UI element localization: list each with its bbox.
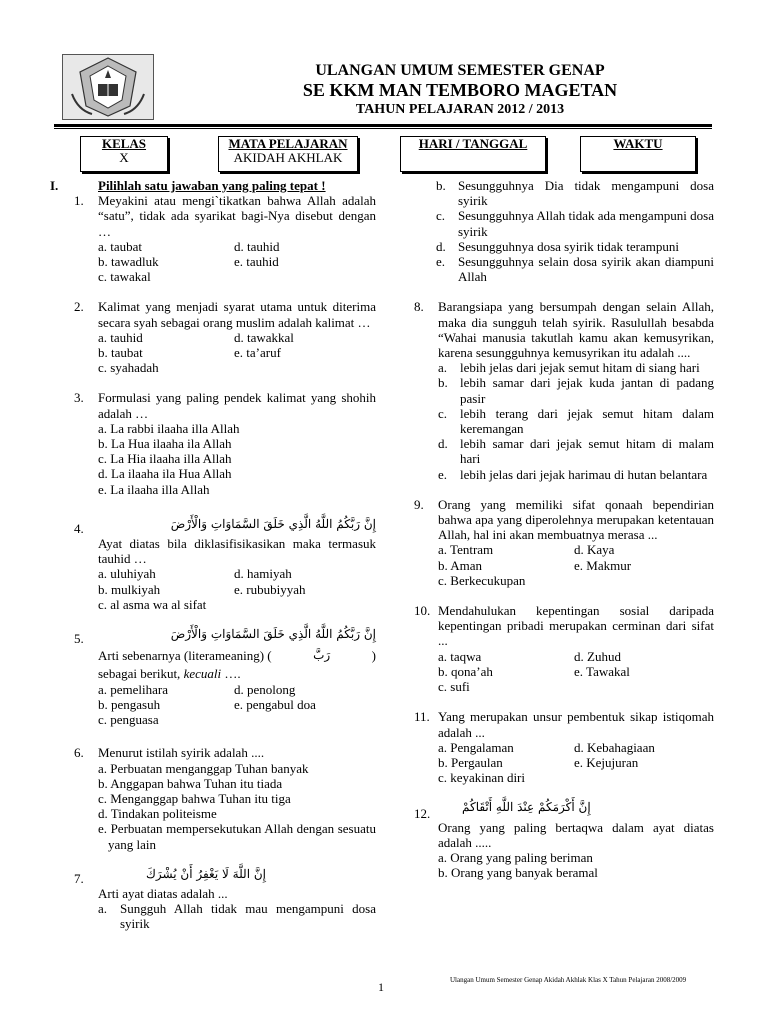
question-1 — [74, 193, 376, 285]
question-number: 9. — [414, 496, 424, 512]
option[interactable]: b. Aman — [438, 557, 483, 573]
option-text: Sesungguhnya Allah tidak ada mengampuni dosa syirik — [458, 208, 714, 239]
question-text-part: ) — [371, 648, 376, 664]
option-list — [98, 761, 376, 852]
question-number: 8. — [414, 299, 424, 315]
question-text: Yang merupakan unsur pembentuk sikap istiqomah adalah ... — [438, 709, 714, 740]
header-rule — [54, 124, 712, 127]
info-box-mata-pelajaran — [218, 136, 358, 172]
option[interactable]: b. Anggapan bahwa Tuhan itu tiada — [98, 775, 283, 791]
option-e[interactable] — [438, 467, 714, 482]
question-text: Mendahulukan kepentingan sosial daripada kepentingan pribadi merupakan cerminan dari sifat ... — [438, 603, 714, 649]
question-number: 5. — [74, 631, 84, 647]
question-text: Menurut istilah syirik adalah .... — [98, 745, 265, 761]
question-text: Ayat diatas bila diklasifisikasikan maka termasuk tauhid … — [98, 536, 376, 567]
option[interactable]: c. sufi — [438, 679, 470, 695]
option[interactable]: d. La ilaaha ila Hua Allah — [98, 466, 232, 482]
option[interactable]: e. Makmur — [574, 557, 632, 573]
option-letter: a. — [98, 901, 108, 917]
option[interactable]: a. Tentram — [438, 542, 494, 558]
arabic-word: رَبَّ — [313, 648, 331, 663]
option-letter: c. — [438, 405, 448, 421]
question-text: Kalimat yang menjadi syarat utama untuk diterima secara syah sebagai orang muslim adalah kalimat … — [98, 299, 376, 330]
option[interactable]: d. Tindakan politeisme — [98, 806, 217, 822]
question-number: 4. — [74, 520, 84, 536]
option-list — [98, 330, 376, 376]
option[interactable]: b. Pergaulan — [438, 754, 503, 770]
section-number: I. — [50, 178, 59, 193]
question-text: Formulasi yang paling pendek kalimat yang shohih adalah … — [98, 390, 376, 421]
header-line3: TAHUN PELAJARAN 2012 / 2013 — [355, 102, 565, 117]
option[interactable]: c. tawakal — [98, 269, 151, 285]
info-box-title: MATA PELAJARAN — [228, 136, 348, 151]
option[interactable]: a. Pengalaman — [438, 739, 514, 755]
option-c[interactable] — [436, 208, 714, 238]
arabic-verse: إِنَّ رَبَّكُمُ اللَّهُ الَّذِي خَلَقَ السَّمَاوَاتِ وَالْأَرْضَ — [170, 516, 376, 531]
option[interactable]: c. penguasa — [98, 712, 159, 728]
option[interactable]: e. rububiyyah — [234, 581, 306, 597]
info-box-title: HARI / TANGGAL — [418, 136, 528, 151]
right-column — [414, 178, 714, 895]
option[interactable]: b. Orang yang banyak beramal — [438, 865, 598, 881]
option-list — [438, 542, 714, 588]
info-box-value: AKIDAH AKHLAK — [233, 150, 343, 165]
option[interactable]: c. syahadah — [98, 360, 159, 376]
option-b[interactable] — [438, 375, 714, 405]
option-letter: d. — [438, 436, 448, 452]
option[interactable]: a. taubat — [98, 238, 143, 254]
question-3 — [74, 390, 376, 497]
option-d[interactable] — [438, 436, 714, 466]
question-7 — [74, 866, 376, 932]
emphasis-kecuali: kecuali — [183, 666, 222, 682]
option-letter: d. — [436, 238, 446, 254]
option-c[interactable] — [438, 406, 714, 436]
arabic-verse: إِنَّ أَكْرَمَكُمْ عِنْدَ اللَّهِ أَتْقَاكُمْ — [462, 800, 591, 815]
option[interactable]: c. Berkecukupan — [438, 572, 526, 588]
question-text: Barangsiapa yang bersumpah dengan selain Allah, maka dia sungguh telah syirik. Rasulullah besabda “Wahai manusia takutlah kamu akan kemusyrikan, karena sesungguhnya kemusyrikan itu adalah .... — [438, 299, 714, 361]
option-letter: e. — [438, 466, 448, 482]
question-number: 3. — [74, 390, 84, 406]
option[interactable]: d. Zuhud — [574, 648, 621, 664]
option[interactable]: d. hamiyah — [234, 566, 292, 582]
option[interactable]: a. Perbuatan menganggap Tuhan banyak — [98, 760, 309, 776]
question-9 — [414, 496, 714, 588]
option[interactable]: e. tauhid — [234, 254, 279, 270]
option-text: lebih samar dari jejak semut hitam di malam hari — [460, 436, 714, 467]
option[interactable]: b. La Hua ilaaha ila Allah — [98, 436, 232, 452]
option[interactable]: e. ta’aruf — [234, 345, 281, 361]
question-2 — [74, 299, 376, 376]
option[interactable]: b. qona’ah — [438, 663, 493, 679]
question-number: 6. — [74, 745, 84, 761]
option-text: Sesungguhnya dosa syirik tidak terampuni — [458, 238, 679, 254]
option[interactable]: c. keyakinan diri — [438, 770, 525, 786]
option[interactable]: b. mulkiyah — [98, 581, 161, 597]
question-6 — [74, 745, 376, 852]
info-box-title: WAKTU — [613, 136, 663, 151]
question-text: Orang yang memiliki sifat qonaah bependirian bahwa apa yang diperolehnya merupakan ketentauan Allah, hal ini akan membuatnya merasa ... — [438, 496, 714, 543]
option-text: Sesungguhnya selain dosa syirik akan diampuni Allah — [458, 254, 714, 285]
option[interactable]: e. Perbuatan mempersekutukan Allah dengan sesuatu yang lain — [98, 821, 376, 852]
option[interactable]: a. tauhid — [98, 329, 143, 345]
option-list — [98, 421, 376, 497]
option-letter: c. — [436, 208, 446, 224]
page-number: 1 — [378, 980, 384, 994]
section-title: Pilihlah satu jawaban yang paling tepat ! — [98, 178, 326, 193]
left-column — [50, 178, 376, 947]
option[interactable]: a. pemelihara — [98, 681, 169, 697]
option-letter: e. — [436, 254, 446, 270]
option-list — [438, 740, 714, 786]
question-number: 2. — [74, 299, 84, 315]
option[interactable]: d. tawakkal — [234, 329, 294, 345]
arabic-verse: إِنَّ اللَّهَ لَا يَغْفِرُ أَنْ يُشْرَكَ — [146, 866, 266, 881]
option-text: Sesungguhnya Dia tidak mengampuni dosa syirik — [458, 178, 714, 209]
option-letter: b. — [436, 178, 446, 193]
option[interactable]: c. al asma wa al sifat — [98, 596, 207, 612]
question-number: 11. — [414, 709, 430, 725]
option[interactable]: e. La ilaaha illa Allah — [98, 481, 210, 497]
option[interactable]: e. pengabul doa — [234, 696, 316, 712]
header-line2: SE KKM MAN TEMBORO MAGETAN — [302, 80, 618, 100]
option-e[interactable] — [436, 254, 714, 284]
info-box-value: X — [119, 150, 129, 165]
option[interactable]: d. penolong — [234, 681, 296, 697]
question-text-part: sebagai berikut, — [98, 666, 181, 682]
info-box-kelas — [80, 136, 168, 172]
info-box-title: KELAS — [101, 136, 147, 151]
question-number: 7. — [74, 870, 84, 886]
option[interactable]: b. taubat — [98, 345, 143, 361]
info-box-waktu — [580, 136, 696, 172]
option[interactable]: d. tauhid — [234, 238, 280, 254]
option-a[interactable] — [98, 901, 376, 931]
option-text: lebih terang dari jejak semut hitam dalam keremangan — [460, 405, 714, 437]
question-text — [98, 648, 376, 663]
question-text-part: Arti sebenarnya (literameaning) ( — [98, 648, 272, 664]
option-text: lebih jelas dari jejak harimau di hutan belantara — [460, 466, 708, 482]
option[interactable]: a. La rabbi ilaaha illa Allah — [98, 420, 240, 436]
option[interactable]: a. uluhiyah — [98, 566, 156, 582]
option-text: lebih jelas dari jejak semut hitam di siang hari — [460, 360, 700, 376]
question-7-continued — [438, 178, 714, 284]
question-number: 1. — [74, 193, 84, 209]
option-list — [98, 682, 376, 728]
option-list — [98, 239, 376, 285]
question-10 — [414, 603, 714, 695]
arabic-verse: إِنَّ رَبَّكُمُ اللَّهُ الَّذِي خَلَقَ السَّمَاوَاتِ وَالْأَرْضَ — [170, 627, 376, 642]
option[interactable]: d. Kaya — [574, 542, 615, 558]
question-text: Arti ayat diatas adalah ... — [98, 885, 228, 901]
option[interactable]: d. Kebahagiaan — [574, 739, 655, 755]
question-text-part: …. — [224, 666, 241, 682]
section-heading — [50, 178, 376, 193]
option-text: Sungguh Allah tidak mau mengampuni dosa syirik — [120, 901, 376, 932]
question-number: 10. — [414, 603, 431, 619]
option[interactable]: b. tawadluk — [98, 254, 159, 270]
option[interactable]: a. Orang yang paling beriman — [438, 849, 593, 865]
header-rule-thin — [54, 128, 712, 129]
question-8 — [414, 299, 714, 482]
footer-note: Ulangan Umum Semester Genap Akidah Akhlak Klas X Tahun Pelajaran 2008/2009 — [450, 976, 687, 984]
option-b[interactable] — [436, 178, 714, 208]
question-number: 12. — [414, 806, 431, 822]
question-text: Orang yang paling bertaqwa dalam ayat diatas adalah ..... — [438, 819, 714, 850]
ministry-emblem-logo — [62, 54, 154, 120]
question-5 — [74, 627, 376, 728]
option-letter: b. — [438, 375, 448, 391]
option-text: lebih samar dari jejak kuda jantan di padang pasir — [460, 375, 714, 406]
option-list — [438, 850, 714, 880]
option-list — [98, 566, 376, 612]
question-text: Meyakini atau mengi`tikatkan bahwa Allah adalah “satu”, tidak ada syarikat bagi-Nya disebut dengan … — [98, 193, 376, 239]
question-12 — [414, 800, 714, 881]
option-d[interactable] — [436, 239, 714, 254]
info-box-hari-tanggal — [400, 136, 546, 172]
option[interactable]: a. taqwa — [438, 648, 482, 664]
option[interactable]: e. Kejujuran — [574, 754, 639, 770]
option[interactable]: b. pengasuh — [98, 696, 161, 712]
question-11 — [414, 709, 714, 786]
option[interactable]: c. Menganggap bahwa Tuhan itu tiga — [98, 790, 291, 806]
question-text — [98, 666, 376, 681]
question-4 — [74, 516, 376, 612]
option-a[interactable] — [438, 360, 714, 375]
option-list — [438, 649, 714, 695]
header-line1: ULANGAN UMUM SEMESTER GENAP — [315, 62, 605, 79]
option[interactable]: c. La Hia ilaaha illa Allah — [98, 451, 232, 467]
option[interactable]: e. Tawakal — [574, 663, 630, 679]
option-letter: a. — [438, 360, 448, 376]
